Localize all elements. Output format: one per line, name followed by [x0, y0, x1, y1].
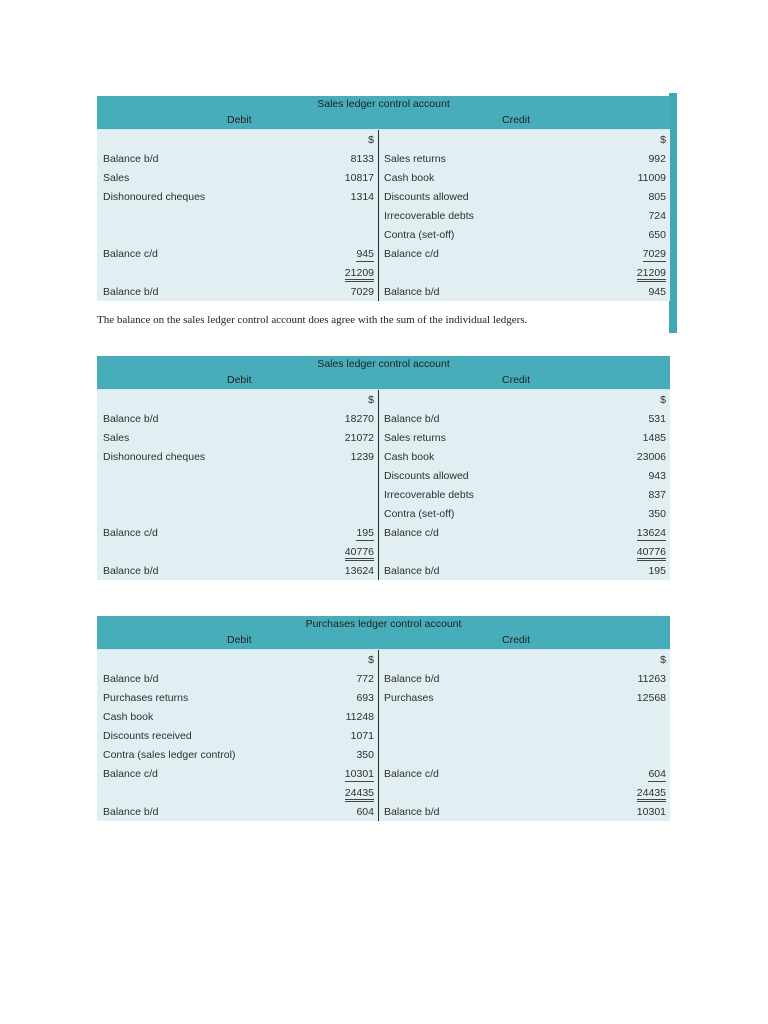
debit-entry-amount: 195 [356, 527, 374, 539]
column-divider [378, 390, 379, 580]
debit-entry-label: Balance b/d [103, 413, 159, 425]
ledger-title: Sales ledger control account [317, 98, 450, 110]
debit-entry-label: Balance b/d [103, 806, 159, 818]
sales-ledger-control-account-2 [97, 356, 670, 580]
debit-entry-label: Sales [103, 172, 130, 184]
ledger-row [97, 764, 670, 783]
debit-entry-label: Cash book [103, 711, 154, 723]
balance-brought-down-row [97, 282, 670, 301]
credit-entry-amount: 724 [648, 210, 666, 222]
note-text: The balance on the sales ledger control account does agree with the sum of the individual ledgers. [97, 314, 528, 326]
ledger-row [97, 707, 670, 726]
ledger-header [97, 96, 670, 130]
debit-entry-amount: 10817 [344, 172, 374, 184]
credit-entry-label: Contra (set-off) [384, 508, 455, 520]
credit-entry-label: Balance c/d [384, 768, 439, 780]
credit-entry-amount: 7029 [642, 248, 666, 260]
credit-entry-amount: 945 [648, 286, 666, 298]
credit-total: 40776 [637, 546, 666, 561]
credit-entry-amount: 650 [648, 229, 666, 241]
credit-entry-amount: 350 [648, 508, 666, 520]
credit-entry-label: Balance b/d [384, 673, 440, 685]
debit-entry-amount: 1314 [350, 191, 374, 203]
debit-total: 21209 [345, 267, 374, 282]
credit-entry-label: Balance b/d [384, 286, 440, 298]
credit-entry-label: Balance c/d [384, 248, 439, 260]
debit-entry-amount: 11248 [345, 711, 374, 723]
credit-entry-amount: 805 [648, 191, 666, 203]
credit-total: 21209 [637, 267, 666, 282]
debit-entry-amount: 21072 [344, 432, 374, 444]
credit-entry-label: Cash book [384, 451, 435, 463]
ledger-row [97, 409, 670, 428]
credit-entry-label: Balance b/d [384, 565, 440, 577]
credit-currency: $ [660, 134, 666, 146]
debit-entry-amount: 350 [356, 749, 374, 761]
credit-entry-amount: 10301 [636, 806, 666, 818]
debit-entry-amount: 945 [356, 248, 374, 260]
credit-entry-amount: 943 [648, 470, 666, 482]
debit-entry-label: Balance b/d [103, 673, 159, 685]
credit-entry-label: Balance b/d [384, 413, 440, 425]
credit-entry-amount: 195 [648, 565, 666, 577]
ledger-row [97, 225, 670, 244]
debit-currency: $ [368, 654, 374, 666]
ledger-title: Purchases ledger control account [305, 618, 462, 630]
currency-row [97, 390, 670, 409]
ledger-title: Sales ledger control account [317, 358, 450, 370]
debit-heading: Debit [227, 374, 252, 386]
debit-entry-label: Discounts received [103, 730, 192, 742]
debit-entry-label: Balance c/d [103, 248, 158, 260]
totals-row [97, 263, 670, 282]
credit-entry-amount: 23006 [636, 451, 666, 463]
debit-entry-label: Contra (sales ledger control) [103, 749, 236, 761]
ledger-body [97, 130, 670, 301]
debit-entry-amount: 604 [356, 806, 374, 818]
credit-entry-amount: 531 [648, 413, 666, 425]
sales-ledger-control-account-1 [97, 96, 670, 301]
credit-entry-amount: 13624 [636, 527, 666, 539]
debit-total: 24435 [345, 787, 374, 802]
ledger-row [97, 447, 670, 466]
debit-entry-label: Dishonoured cheques [103, 451, 206, 463]
credit-entry-amount: 12568 [636, 692, 666, 704]
debit-entry-amount: 693 [356, 692, 374, 704]
debit-entry-amount: 13624 [344, 565, 374, 577]
credit-entry-label: Purchases [384, 692, 434, 704]
debit-entry-label: Balance c/d [103, 768, 158, 780]
credit-entry-label: Discounts allowed [384, 470, 469, 482]
debit-entry-amount: 18270 [344, 413, 374, 425]
ledger-row [97, 504, 670, 523]
ledger-row [97, 485, 670, 504]
ledger-row [97, 745, 670, 764]
debit-currency: $ [368, 394, 374, 406]
credit-entry-label: Sales returns [384, 432, 446, 444]
debit-entry-label: Sales [103, 432, 130, 444]
currency-row [97, 130, 670, 149]
credit-entry-label: Contra (set-off) [384, 229, 455, 241]
credit-entry-amount: 992 [648, 153, 666, 165]
credit-entry-label: Balance b/d [384, 806, 440, 818]
credit-entry-amount: 837 [648, 489, 666, 501]
debit-total: 40776 [345, 546, 374, 561]
ledger-row [97, 149, 670, 168]
ledger-row [97, 187, 670, 206]
credit-currency: $ [660, 654, 666, 666]
credit-entry-label: Sales returns [384, 153, 446, 165]
ledger-body [97, 390, 670, 580]
debit-heading: Debit [227, 114, 252, 126]
ledger-row [97, 523, 670, 542]
ledger-header [97, 356, 670, 390]
debit-entry-amount: 7029 [350, 286, 374, 298]
debit-entry-amount: 8133 [350, 153, 374, 165]
ledger-body [97, 650, 670, 821]
credit-entry-label: Irrecoverable debts [384, 489, 474, 501]
ledger-row [97, 688, 670, 707]
debit-entry-amount: 1239 [350, 451, 374, 463]
ledger-row [97, 206, 670, 225]
ledger-row [97, 428, 670, 447]
totals-row [97, 542, 670, 561]
ledger-header [97, 616, 670, 650]
credit-currency: $ [660, 394, 666, 406]
credit-heading: Credit [502, 114, 531, 126]
column-divider [378, 650, 379, 821]
debit-entry-label: Balance c/d [103, 527, 158, 539]
credit-entry-amount: 1485 [642, 432, 666, 444]
credit-heading: Credit [502, 374, 531, 386]
credit-heading: Credit [502, 634, 531, 646]
ledger-row [97, 168, 670, 187]
credit-entry-amount: 11009 [637, 172, 666, 184]
credit-entry-label: Cash book [384, 172, 435, 184]
credit-entry-label: Balance c/d [384, 527, 439, 539]
ledger-row [97, 466, 670, 485]
balance-brought-down-row [97, 802, 670, 821]
debit-currency: $ [368, 134, 374, 146]
credit-entry-amount: 11263 [637, 673, 666, 685]
debit-entry-amount: 1071 [350, 730, 374, 742]
ledger-row [97, 669, 670, 688]
purchases-ledger-control-account [97, 616, 670, 821]
debit-entry-label: Balance b/d [103, 565, 159, 577]
debit-entry-amount: 10301 [344, 768, 374, 780]
debit-entry-label: Balance b/d [103, 286, 159, 298]
credit-entry-label: Irrecoverable debts [384, 210, 474, 222]
balance-brought-down-row [97, 561, 670, 580]
debit-entry-label: Balance b/d [103, 153, 159, 165]
debit-heading: Debit [227, 634, 252, 646]
ledger-row [97, 726, 670, 745]
totals-row [97, 783, 670, 802]
credit-total: 24435 [637, 787, 666, 802]
column-divider [378, 130, 379, 301]
ledger-row [97, 244, 670, 263]
currency-row [97, 650, 670, 669]
debit-entry-label: Dishonoured cheques [103, 191, 206, 203]
credit-entry-label: Discounts allowed [384, 191, 469, 203]
credit-entry-amount: 604 [648, 768, 666, 780]
debit-entry-label: Purchases returns [103, 692, 189, 704]
side-accent-bar [669, 93, 677, 333]
debit-entry-amount: 772 [356, 673, 374, 685]
